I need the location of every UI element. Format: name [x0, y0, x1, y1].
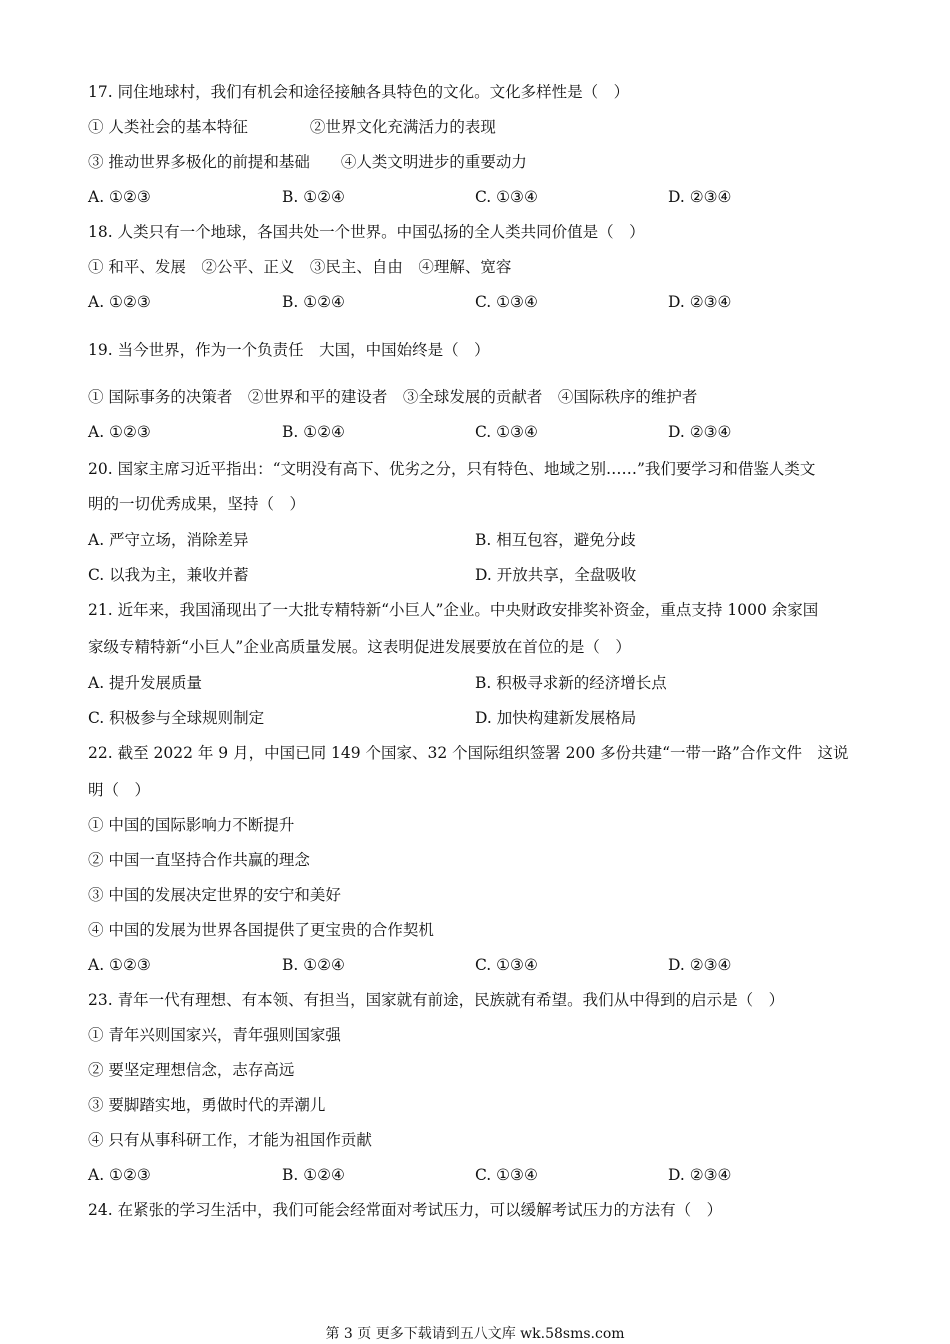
question-23-statement: ④ 只有从事科研工作，才能为祖国作贡献 — [88, 1131, 372, 1149]
question-21-stem: 家级专精特新“小巨人”企业高质量发展。这表明促进发展要放在首位的是（ ） — [88, 638, 631, 656]
question-22-option-b: B. ①②④ — [282, 956, 345, 974]
question-18-option-b: B. ①②④ — [282, 293, 345, 311]
page-footer: 第 3 页 更多下载请到五八文库 wk.58sms.com — [325, 1326, 625, 1342]
question-20-option-a: A. 严守立场，消除差异 — [88, 531, 249, 549]
question-17-option-b: B. ①②④ — [282, 188, 345, 206]
question-21-option-b: B. 积极寻求新的经济增长点 — [475, 674, 667, 692]
question-20-stem: 明的一切优秀成果，坚持（ ） — [88, 495, 306, 513]
question-19-stem: 19. 当今世界，作为一个负责任 大国，中国始终是（ ） — [88, 341, 490, 359]
question-20-stem: 20. 国家主席习近平指出：“文明没有高下、优劣之分，只有特色、地域之别……”我们要学习和借鉴人类文 — [88, 460, 816, 478]
question-22-statement: ② 中国一直坚持合作共赢的理念 — [88, 851, 310, 869]
question-21-option-d: D. 加快构建新发展格局 — [475, 709, 637, 727]
question-20-option-c: C. 以我为主，兼收并蓄 — [88, 566, 249, 584]
question-17-statement: ③ 推动世界多极化的前提和基础 ④人类文明进步的重要动力 — [88, 153, 527, 171]
question-19-option-c: C. ①③④ — [475, 423, 538, 441]
question-23-stem: 23. 青年一代有理想、有本领、有担当，国家就有前途，民族就有希望。我们从中得到的启示是（ ） — [88, 991, 785, 1009]
question-19-statement: ① 国际事务的决策者 ②世界和平的建设者 ③全球发展的贡献者 ④国际秩序的维护者 — [88, 388, 698, 406]
question-23-statement: ③ 要脚踏实地，勇做时代的弄潮儿 — [88, 1096, 326, 1114]
question-22-statement: ③ 中国的发展决定世界的安宁和美好 — [88, 886, 341, 904]
question-22-option-d: D. ②③④ — [668, 956, 732, 974]
question-23-statement: ① 青年兴则国家兴，青年强则国家强 — [88, 1026, 341, 1044]
question-22-option-c: C. ①③④ — [475, 956, 538, 974]
question-22-statement: ④ 中国的发展为世界各国提供了更宝贵的合作契机 — [88, 921, 434, 939]
question-19-option-b: B. ①②④ — [282, 423, 345, 441]
question-17-option-a: A. ①②③ — [88, 188, 151, 206]
question-21-option-a: A. 提升发展质量 — [88, 674, 203, 692]
question-20-option-b: B. 相互包容，避免分歧 — [475, 531, 636, 549]
question-23-option-d: D. ②③④ — [668, 1166, 732, 1184]
question-23-option-a: A. ①②③ — [88, 1166, 151, 1184]
question-17-statement: ① 人类社会的基本特征 ②世界文化充满活力的表现 — [88, 118, 496, 136]
question-18-stem: 18. 人类只有一个地球，各国共处一个世界。中国弘扬的全人类共同价值是（ ） — [88, 223, 645, 241]
question-18-option-d: D. ②③④ — [668, 293, 732, 311]
question-19-option-a: A. ①②③ — [88, 423, 151, 441]
question-23-option-b: B. ①②④ — [282, 1166, 345, 1184]
question-18-option-a: A. ①②③ — [88, 293, 151, 311]
question-17-option-d: D. ②③④ — [668, 188, 732, 206]
question-17-option-c: C. ①③④ — [475, 188, 538, 206]
question-18-statement: ① 和平、发展 ②公平、正义 ③民主、自由 ④理解、宽容 — [88, 258, 512, 276]
question-22-statement: ① 中国的国际影响力不断提升 — [88, 816, 295, 834]
question-21-option-c: C. 积极参与全球规则制定 — [88, 709, 265, 727]
question-23-statement: ② 要坚定理想信念，志存高远 — [88, 1061, 295, 1079]
question-21-stem: 21. 近年来，我国涌现出了一大批专精特新“小巨人”企业。中央财政安排奖补资金，重点支持 1000 余家国 — [88, 601, 819, 619]
question-22-stem: 明（ ） — [88, 781, 151, 799]
question-24-stem: 24. 在紧张的学习生活中，我们可能会经常面对考试压力，可以缓解考试压力的方法有（ ） — [88, 1201, 723, 1219]
question-18-option-c: C. ①③④ — [475, 293, 538, 311]
question-17-stem: 17. 同住地球村，我们有机会和途径接触各具特色的文化。文化多样性是（ ） — [88, 83, 630, 101]
question-19-option-d: D. ②③④ — [668, 423, 732, 441]
question-23-option-c: C. ①③④ — [475, 1166, 538, 1184]
question-20-option-d: D. 开放共享，全盘吸收 — [475, 566, 637, 584]
question-22-option-a: A. ①②③ — [88, 956, 151, 974]
question-22-stem: 22. 截至 2022 年 9 月，中国已同 149 个国家、32 个国际组织签署 200 多份共建“一带一路”合作文件 这说 — [88, 744, 849, 762]
